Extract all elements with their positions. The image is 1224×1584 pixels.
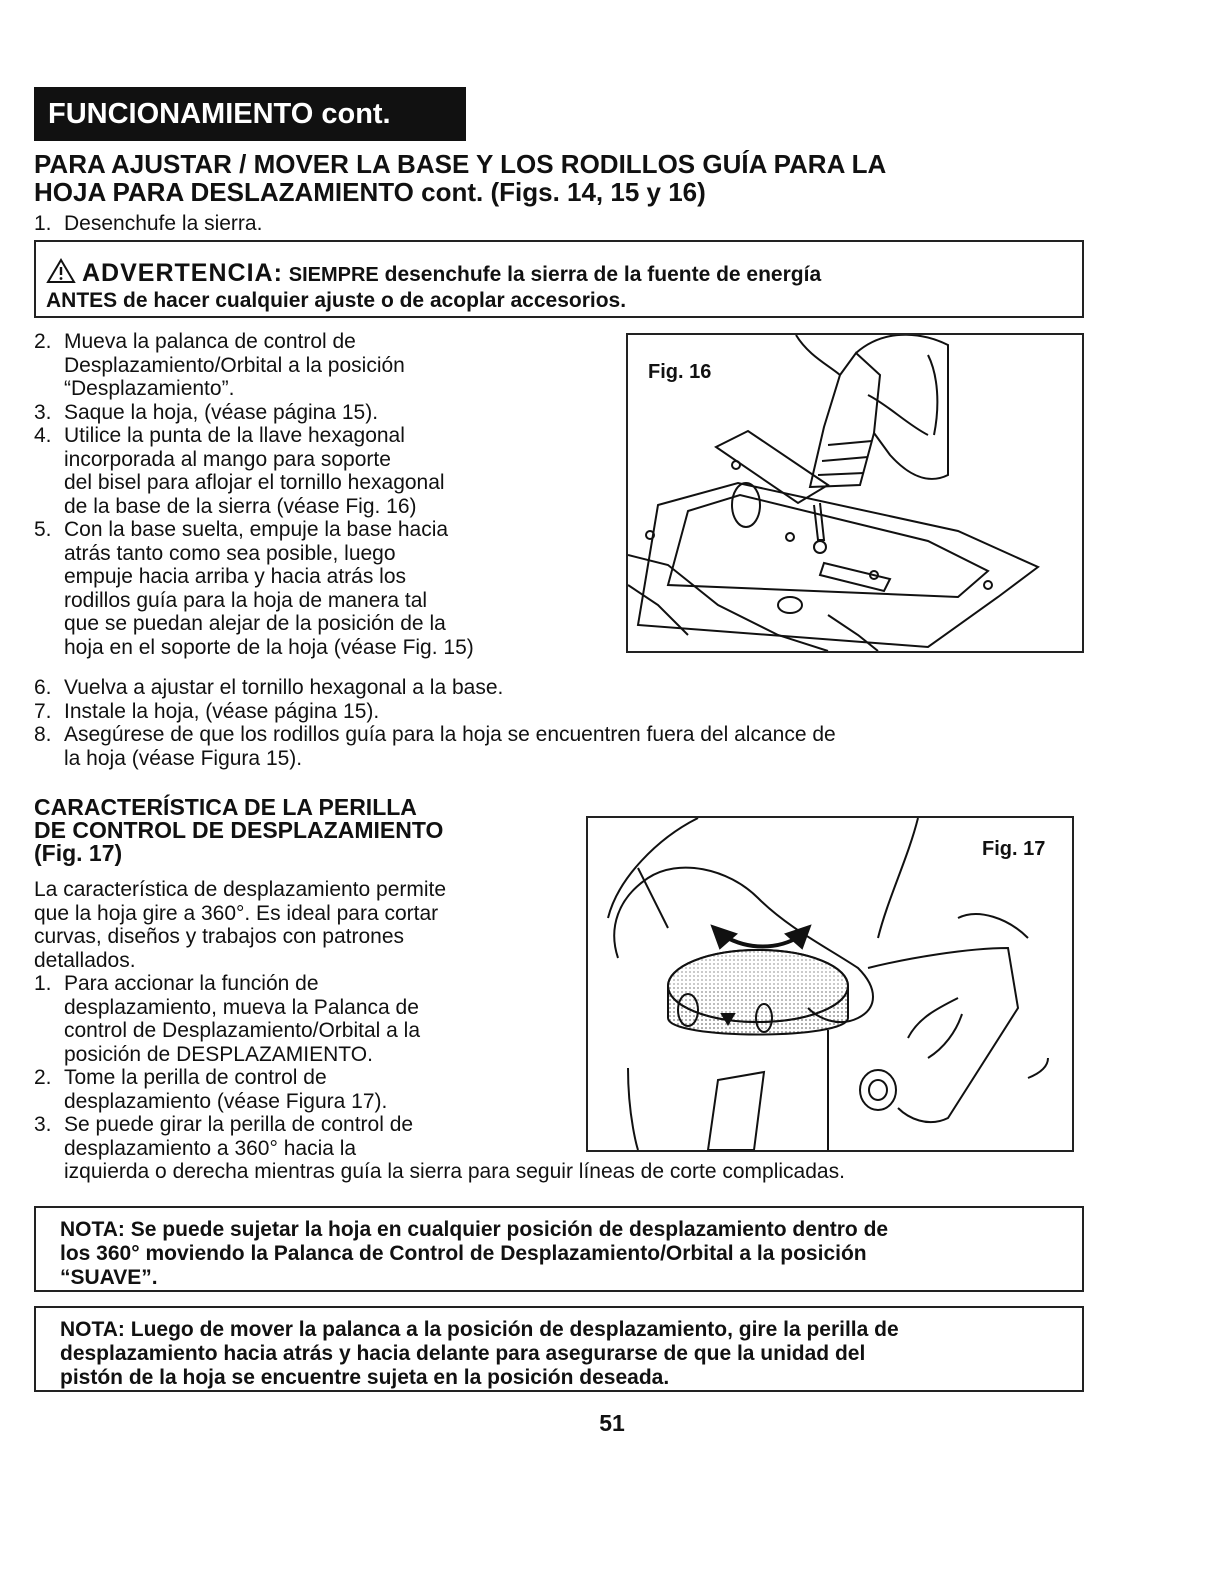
warning-text-line-2: ANTES de hacer cualquier ajuste o de acoplar accesorios. bbox=[46, 289, 627, 312]
subsection-heading-line-2: DE CONTROL DE DESPLAZAMIENTO bbox=[34, 817, 444, 843]
step-text-line: atrás tanto como sea posible, luego bbox=[64, 541, 396, 565]
step-text-line: rodillos guía para la hoja de manera tal bbox=[64, 588, 428, 612]
banner-title: FUNCIONAMIENTO cont. bbox=[48, 98, 391, 130]
step-number: 4. bbox=[34, 424, 52, 447]
warning-emphasis: SIEMPRE bbox=[288, 264, 379, 286]
section-banner bbox=[34, 87, 466, 141]
list-item bbox=[34, 676, 1084, 700]
section-heading-line-1: PARA AJUSTAR / MOVER LA BASE Y LOS RODILLOS GUÍA PARA LA bbox=[34, 149, 887, 179]
section-heading-line-2: HOJA PARA DESLAZAMIENTO cont. (Figs. 14, 15 y 16) bbox=[34, 177, 706, 207]
step-text-line: izquierda o derecha mientras guía la sierra para seguir líneas de corte complicadas. bbox=[64, 1160, 845, 1183]
list-item bbox=[34, 401, 614, 425]
step-number: 2. bbox=[34, 330, 52, 353]
step-1 bbox=[34, 212, 934, 236]
note-line: “SUAVE”. bbox=[60, 1266, 158, 1289]
step-text-line: Desplazamiento/Orbital a la posición bbox=[64, 353, 405, 377]
step-text-line: desplazamiento (véase Figura 17). bbox=[64, 1089, 388, 1113]
intro-line: La característica de desplazamiento permite bbox=[34, 878, 447, 901]
steps-list-b bbox=[34, 676, 1084, 770]
step-text-line: la hoja (véase Figura 15). bbox=[64, 746, 303, 770]
list-item bbox=[34, 723, 1084, 770]
step-text-line: empuje hacia arriba y hacia atrás los bbox=[64, 565, 407, 588]
step-text-line: Saque la hoja, (véase página 15). bbox=[64, 400, 379, 424]
step-text-line: hoja en el soporte de la hoja (véase Fig. 15) bbox=[64, 635, 474, 659]
scroll-knob-hand-illustration bbox=[588, 818, 1072, 1150]
note-line: los 360° moviendo la Palanca de Control de Desplazamiento/Orbital a la posición bbox=[60, 1242, 867, 1265]
step-text-line: Con la base suelta, empuje la base hacia bbox=[64, 518, 449, 541]
step-text-line: Para accionar la función de bbox=[64, 972, 319, 995]
page-number: 51 bbox=[599, 1410, 625, 1436]
step-text-line: Tome la perilla de control de bbox=[64, 1066, 327, 1089]
intro-line: detallados. bbox=[34, 948, 136, 972]
intro-line: curvas, diseños y trabajos con patrones bbox=[34, 925, 405, 948]
warning-title: ADVERTENCIA: bbox=[82, 259, 283, 287]
step-text-line: incorporada al mango para soporte bbox=[64, 447, 391, 471]
step-text-line: que se puedan alejar de la posición de la bbox=[64, 612, 446, 635]
step-text-line: Utilice la punta de la llave hexagonal bbox=[64, 424, 405, 447]
subsection-heading-line-1: CARACTERÍSTICA DE LA PERILLA bbox=[34, 794, 417, 820]
step-number: 6. bbox=[34, 676, 52, 699]
warning-text-line-1: desenchufe la sierra de la fuente de energía bbox=[384, 263, 822, 286]
intro-line: que la hoja gire a 360°. Es ideal para cortar bbox=[34, 901, 439, 925]
note-line: NOTA: Se puede sujetar la hoja en cualquier posición de desplazamiento dentro de bbox=[60, 1218, 889, 1241]
list-item bbox=[34, 212, 934, 236]
subsection-intro bbox=[34, 878, 574, 972]
step-number: 2. bbox=[34, 1066, 52, 1089]
list-item bbox=[34, 330, 614, 401]
figure-17 bbox=[586, 816, 1074, 1152]
note-line: pistón de la hoja se encuentre sujeta en la posición deseada. bbox=[60, 1366, 670, 1389]
step-text: Desenchufe la sierra. bbox=[64, 212, 263, 235]
list-item bbox=[34, 700, 1084, 724]
steps-list-a bbox=[34, 330, 614, 659]
step-number: 1. bbox=[34, 212, 52, 235]
subsection-heading bbox=[34, 796, 574, 865]
figure-16 bbox=[626, 333, 1084, 653]
step-number: 3. bbox=[34, 1113, 52, 1136]
note-box-1 bbox=[34, 1206, 1084, 1292]
section-heading bbox=[34, 150, 1034, 206]
saw-base-hex-key-illustration bbox=[628, 335, 1082, 651]
step-number: 8. bbox=[34, 723, 52, 746]
warning-box bbox=[34, 240, 1084, 318]
step-text-line: posición de DESPLAZAMIENTO. bbox=[64, 1042, 373, 1066]
figure-16-label: Fig. 16 bbox=[648, 361, 712, 383]
step-text-line: de la base de la sierra (véase Fig. 16) bbox=[64, 494, 417, 518]
step-number: 7. bbox=[34, 699, 52, 723]
step-text-line: Vuelva a ajustar el tornillo hexagonal a la base. bbox=[64, 676, 504, 699]
list-item bbox=[34, 424, 614, 518]
step-text-line: “Desplazamiento”. bbox=[64, 377, 235, 400]
figure-17-label: Fig. 17 bbox=[982, 838, 1046, 860]
step-number: 3. bbox=[34, 400, 52, 424]
subsection-heading-line-3: (Fig. 17) bbox=[34, 840, 123, 866]
step-text-line: Asegúrese de que los rodillos guía para la hoja se encuentren fuera del alcance de bbox=[64, 723, 836, 746]
step-text-line: Se puede girar la perilla de control de bbox=[64, 1113, 414, 1136]
step-text-line: desplazamiento, mueva la Palanca de bbox=[64, 995, 419, 1019]
note-box-2 bbox=[34, 1306, 1084, 1392]
step-number: 1. bbox=[34, 972, 52, 995]
step-text-line: Mueva la palanca de control de bbox=[64, 330, 356, 353]
list-item bbox=[34, 518, 614, 659]
step-number: 5. bbox=[34, 518, 52, 541]
step-text-line: del bisel para aflojar el tornillo hexagonal bbox=[64, 471, 445, 494]
warning-triangle-icon bbox=[46, 258, 76, 284]
step-text-line: control de Desplazamiento/Orbital a la bbox=[64, 1019, 421, 1042]
note-line: NOTA: Luego de mover la palanca a la posición de desplazamiento, gire la perilla de bbox=[60, 1318, 899, 1341]
step-text-line: Instale la hoja, (véase página 15). bbox=[64, 699, 380, 723]
step-text-line: desplazamiento a 360° hacia la bbox=[64, 1136, 357, 1160]
note-line: desplazamiento hacia atrás y hacia delante para asegurarse de que la unidad del bbox=[60, 1342, 866, 1365]
